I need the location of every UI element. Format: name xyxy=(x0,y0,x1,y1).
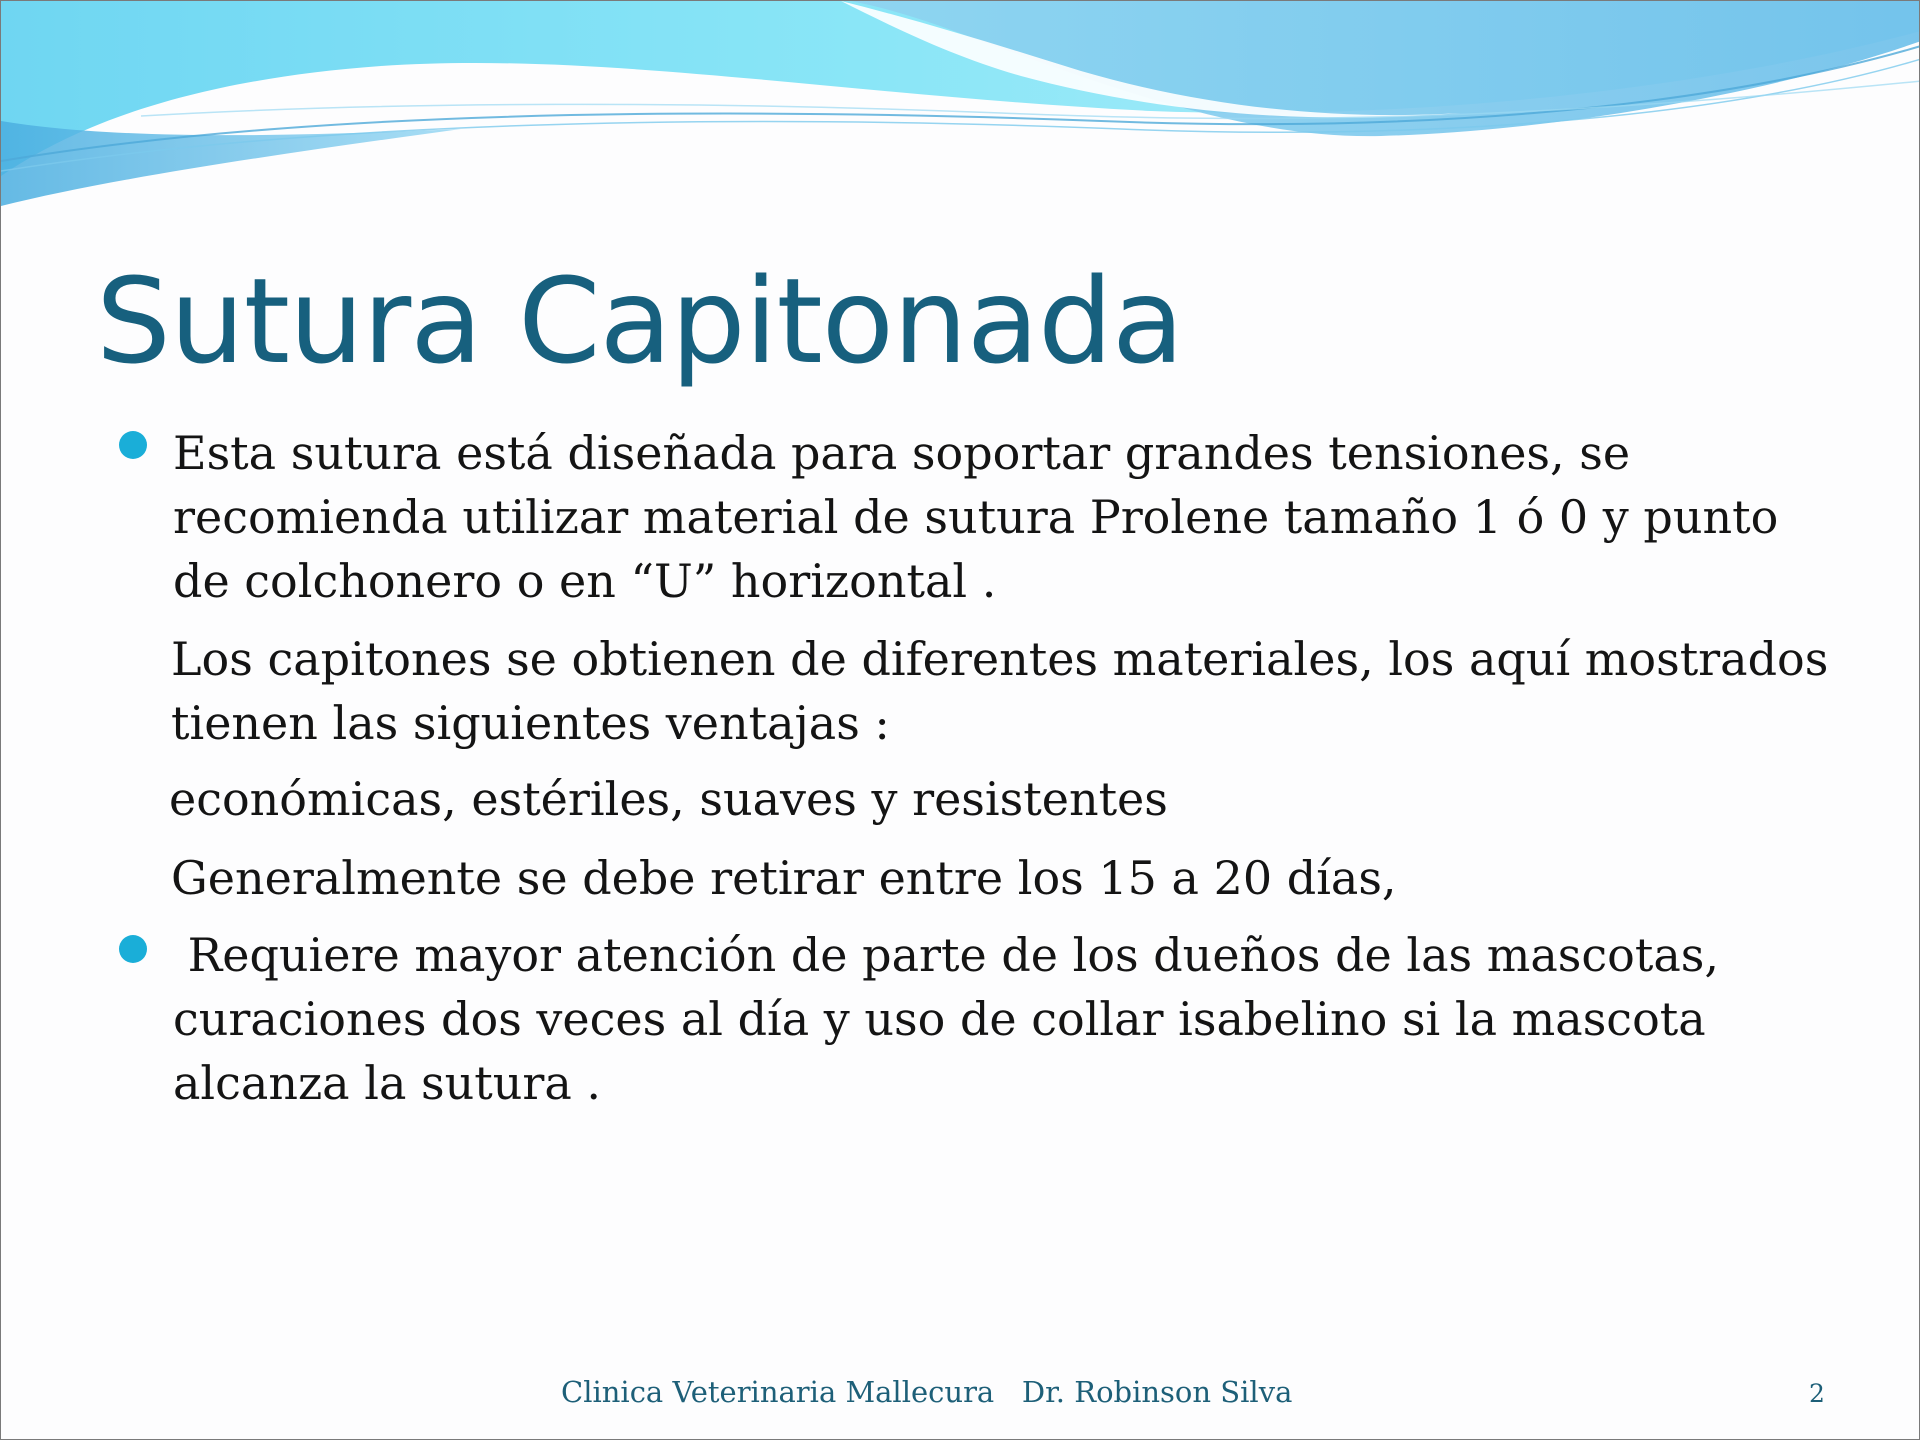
text-line: alcanza la sutura . xyxy=(173,1056,601,1110)
paragraph-advantages xyxy=(169,767,1829,831)
text-line: Requiere mayor atención de parte de los dueños de las mascotas, xyxy=(173,928,1719,982)
text-line: Los capitones se obtienen de diferentes materiales, los aquí mostrados xyxy=(171,632,1829,686)
header-wave-decoration xyxy=(1,1,1920,231)
paragraph-removal-time xyxy=(171,846,1831,910)
bullet-icon xyxy=(119,935,147,963)
slide-title: Sutura Capitonada xyxy=(96,252,1184,390)
bullet-icon xyxy=(119,431,147,459)
paragraph-owner-care xyxy=(173,923,1833,1115)
page-number: 2 xyxy=(1809,1379,1825,1408)
text-line: recomienda utilizar material de sutura Prolene tamaño 1 ó 0 y punto xyxy=(173,490,1779,544)
text-line: curaciones dos veces al día y uso de collar isabelino si la mascota xyxy=(173,992,1706,1046)
paragraph-suture-description xyxy=(173,421,1833,613)
slide-footer: Clinica Veterinaria Mallecura Dr. Robinson Silva xyxy=(561,1375,1293,1409)
text-line: económicas, estériles, suaves y resistentes xyxy=(169,772,1168,826)
text-line: Generalmente se debe retirar entre los 15 a 20 días, xyxy=(171,851,1397,905)
text-line: de colchonero o en “U” horizontal . xyxy=(173,554,997,608)
text-line: tienen las siguientes ventajas : xyxy=(171,696,890,750)
text-line: Esta sutura está diseñada para soportar grandes tensiones, se xyxy=(173,426,1631,480)
paragraph-capitones-materials xyxy=(171,627,1831,755)
